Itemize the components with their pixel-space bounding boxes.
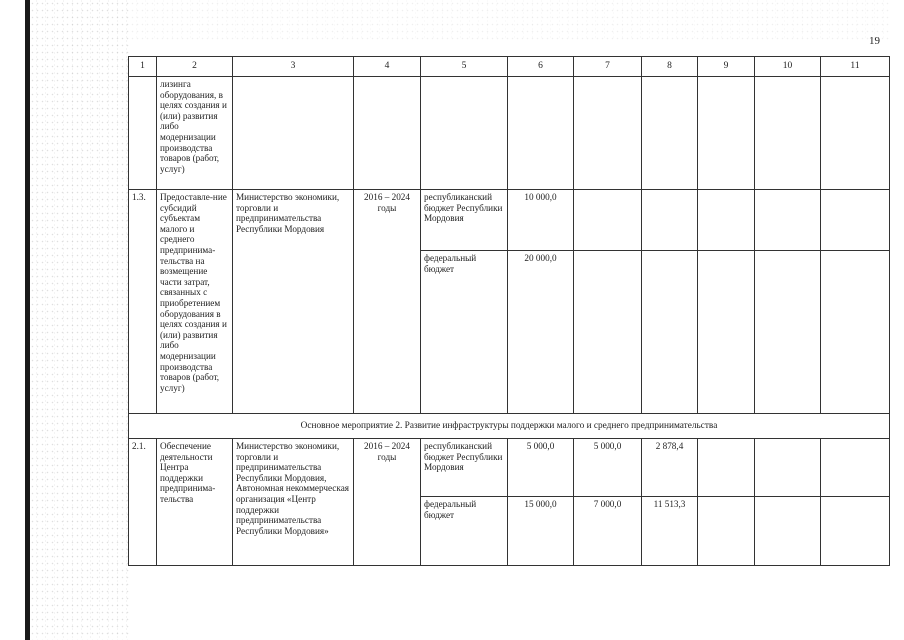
- scan-noise-left: [30, 0, 130, 640]
- value-cell: [755, 251, 821, 414]
- value-cell: [755, 497, 821, 566]
- program-activities-table: [128, 56, 890, 566]
- table-row-continuation: [129, 77, 890, 190]
- source-cell: республиканский бюджет Республики Мордовия: [421, 190, 508, 251]
- section-heading-row: [129, 414, 890, 439]
- table-row-2-1-regional: [129, 439, 890, 497]
- source-cell: федеральный бюджет: [421, 497, 508, 566]
- activity-name-cell: лизинга оборудования, в целях создания и (или) развития либо модернизации производства товаров (работ, услуг): [157, 77, 233, 190]
- section-title: Основное мероприятие 2. Развитие инфраструктуры поддержки малого и среднего предпринимательства: [129, 414, 890, 439]
- column-number: 6: [508, 57, 574, 77]
- value-cell: [642, 77, 698, 190]
- value-cell: 10 000,0: [508, 190, 574, 251]
- table-row-1-3-regional: [129, 190, 890, 251]
- value-cell: [698, 190, 755, 251]
- value-cell: [755, 190, 821, 251]
- value-cell: 11 513,3: [642, 497, 698, 566]
- column-number: 7: [574, 57, 642, 77]
- executor-cell: Министерство экономики, торговли и предпринимательства Республики Мордовия: [233, 190, 354, 414]
- column-number: 10: [755, 57, 821, 77]
- executor-cell: Министерство экономики, торговли и предпринимательства Республики Мордовия, Автономная некоммерческая организация «Центр поддержки предпринимательства Республики Мордовия»: [233, 439, 354, 566]
- column-number: 8: [642, 57, 698, 77]
- activity-name-cell: Обеспечение деятельности Центра поддержки предпринима-тельства: [157, 439, 233, 566]
- value-cell: [755, 77, 821, 190]
- value-cell: [698, 497, 755, 566]
- column-number: 1: [129, 57, 157, 77]
- value-cell: [821, 497, 890, 566]
- value-cell: [574, 251, 642, 414]
- value-cell: [821, 190, 890, 251]
- column-number: 3: [233, 57, 354, 77]
- value-cell: [642, 251, 698, 414]
- activity-name-cell: Предоставле-ние субсидий субъектам малого и среднего предпринима-тельства на возмещение части затрат, связанных с приобретением оборудования в целях создания и (или) развития либо модернизации производства товаров (работ, услуг): [157, 190, 233, 414]
- value-cell: [821, 77, 890, 190]
- source-cell: [421, 77, 508, 190]
- column-number: 9: [698, 57, 755, 77]
- column-number: 4: [354, 57, 421, 77]
- value-cell: 2 878,4: [642, 439, 698, 497]
- value-cell: [574, 190, 642, 251]
- value-cell: 20 000,0: [508, 251, 574, 414]
- value-cell: 15 000,0: [508, 497, 574, 566]
- source-cell: республиканский бюджет Республики Мордовия: [421, 439, 508, 497]
- row-number-cell: 2.1.: [129, 439, 157, 566]
- value-cell: [698, 77, 755, 190]
- scan-noise-top: [130, 0, 890, 40]
- value-cell: 7 000,0: [574, 497, 642, 566]
- column-number-row: [129, 57, 890, 77]
- value-cell: 5 000,0: [508, 439, 574, 497]
- row-number-cell: 1.3.: [129, 190, 157, 414]
- page-number: 19: [869, 35, 880, 47]
- value-cell: [698, 251, 755, 414]
- value-cell: 5 000,0: [574, 439, 642, 497]
- column-number: 2: [157, 57, 233, 77]
- column-number: 11: [821, 57, 890, 77]
- value-cell: [821, 251, 890, 414]
- source-cell: федеральный бюджет: [421, 251, 508, 414]
- executor-cell: [233, 77, 354, 190]
- value-cell: [755, 439, 821, 497]
- period-cell: 2016 – 2024 годы: [354, 439, 421, 566]
- value-cell: [574, 77, 642, 190]
- period-cell: 2016 – 2024 годы: [354, 190, 421, 414]
- value-cell: [698, 439, 755, 497]
- value-cell: [508, 77, 574, 190]
- value-cell: [821, 439, 890, 497]
- row-number-cell: [129, 77, 157, 190]
- period-cell: [354, 77, 421, 190]
- value-cell: [642, 190, 698, 251]
- column-number: 5: [421, 57, 508, 77]
